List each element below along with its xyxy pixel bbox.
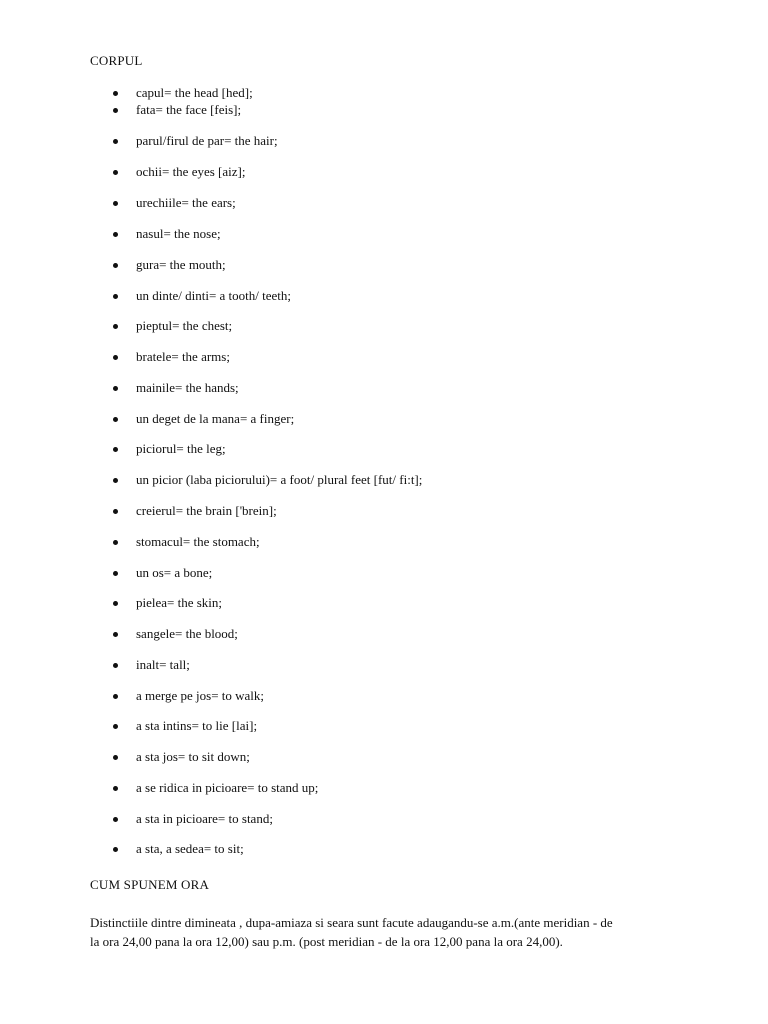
vocab-term: un os= a bone; bbox=[136, 565, 213, 580]
bullet-icon bbox=[113, 571, 118, 576]
bullet-icon bbox=[113, 478, 118, 483]
paragraph-line: Distinctiile dintre dimineata , dupa-amiaza si seara sunt facute adaugandu-se a.m.(ante meridian - de bbox=[90, 915, 613, 930]
bullet-icon bbox=[113, 294, 118, 299]
vocab-term: bratele= the arms; bbox=[136, 349, 230, 364]
section-heading-cum-spunem-ora: CUM SPUNEM ORA bbox=[90, 877, 210, 892]
vocab-term: fata= the face [feis]; bbox=[136, 102, 242, 117]
bullet-icon bbox=[113, 663, 118, 668]
vocab-term: a sta jos= to sit down; bbox=[136, 749, 250, 764]
bullet-icon bbox=[113, 632, 118, 637]
vocab-term: mainile= the hands; bbox=[136, 380, 239, 395]
vocab-term: inalt= tall; bbox=[136, 657, 190, 672]
vocab-term: un dinte/ dinti= a tooth/ teeth; bbox=[136, 288, 292, 303]
vocab-term: a merge pe jos= to walk; bbox=[136, 688, 265, 703]
vocab-term: a sta, a sedea= to sit; bbox=[136, 841, 244, 856]
vocab-term: capul= the head [hed]; bbox=[136, 85, 253, 100]
bullet-icon bbox=[113, 201, 118, 206]
vocab-term: urechiile= the ears; bbox=[136, 195, 236, 210]
vocab-term: un picior (laba piciorului)= a foot/ plural feet [fut/ fi:t]; bbox=[136, 472, 423, 487]
vocab-term: pielea= the skin; bbox=[136, 595, 223, 610]
bullet-icon bbox=[113, 232, 118, 237]
vocab-term: a sta intins= to lie [lai]; bbox=[136, 718, 258, 733]
bullet-icon bbox=[113, 447, 118, 452]
vocab-term: ochii= the eyes [aiz]; bbox=[136, 164, 246, 179]
paragraph-line: la ora 24,00 pana la ora 12,00) sau p.m. (post meridian - de la ora 12,00 pana la ora 24,00). bbox=[90, 934, 563, 949]
bullet-icon bbox=[113, 324, 118, 329]
bullet-icon bbox=[113, 91, 118, 96]
vocab-term: sangele= the blood; bbox=[136, 626, 238, 641]
bullet-icon bbox=[113, 386, 118, 391]
vocab-term: stomacul= the stomach; bbox=[136, 534, 260, 549]
bullet-icon bbox=[113, 355, 118, 360]
vocab-term: pieptul= the chest; bbox=[136, 318, 233, 333]
bullet-icon bbox=[113, 601, 118, 606]
vocab-term: a se ridica in picioare= to stand up; bbox=[136, 780, 319, 795]
bullet-icon bbox=[113, 417, 118, 422]
vocab-term: nasul= the nose; bbox=[136, 226, 221, 241]
bullet-icon bbox=[113, 108, 118, 113]
time-explanation-paragraph bbox=[90, 913, 730, 951]
bullet-icon bbox=[113, 724, 118, 729]
section-heading-corpul: CORPUL bbox=[90, 53, 143, 68]
vocab-term: un deget de la mana= a finger; bbox=[136, 411, 295, 426]
bullet-icon bbox=[113, 847, 118, 852]
bullet-icon bbox=[113, 139, 118, 144]
bullet-icon bbox=[113, 540, 118, 545]
bullet-icon bbox=[113, 694, 118, 699]
vocab-term: piciorul= the leg; bbox=[136, 441, 226, 456]
bullet-icon bbox=[113, 755, 118, 760]
bullet-icon bbox=[113, 509, 118, 514]
bullet-icon bbox=[113, 263, 118, 268]
vocab-term: gura= the mouth; bbox=[136, 257, 226, 272]
bullet-icon bbox=[113, 817, 118, 822]
bullet-icon bbox=[113, 170, 118, 175]
vocab-term: creierul= the brain ['brein]; bbox=[136, 503, 277, 518]
vocab-term: parul/firul de par= the hair; bbox=[136, 133, 278, 148]
vocab-term: a sta in picioare= to stand; bbox=[136, 811, 273, 826]
bullet-icon bbox=[113, 786, 118, 791]
